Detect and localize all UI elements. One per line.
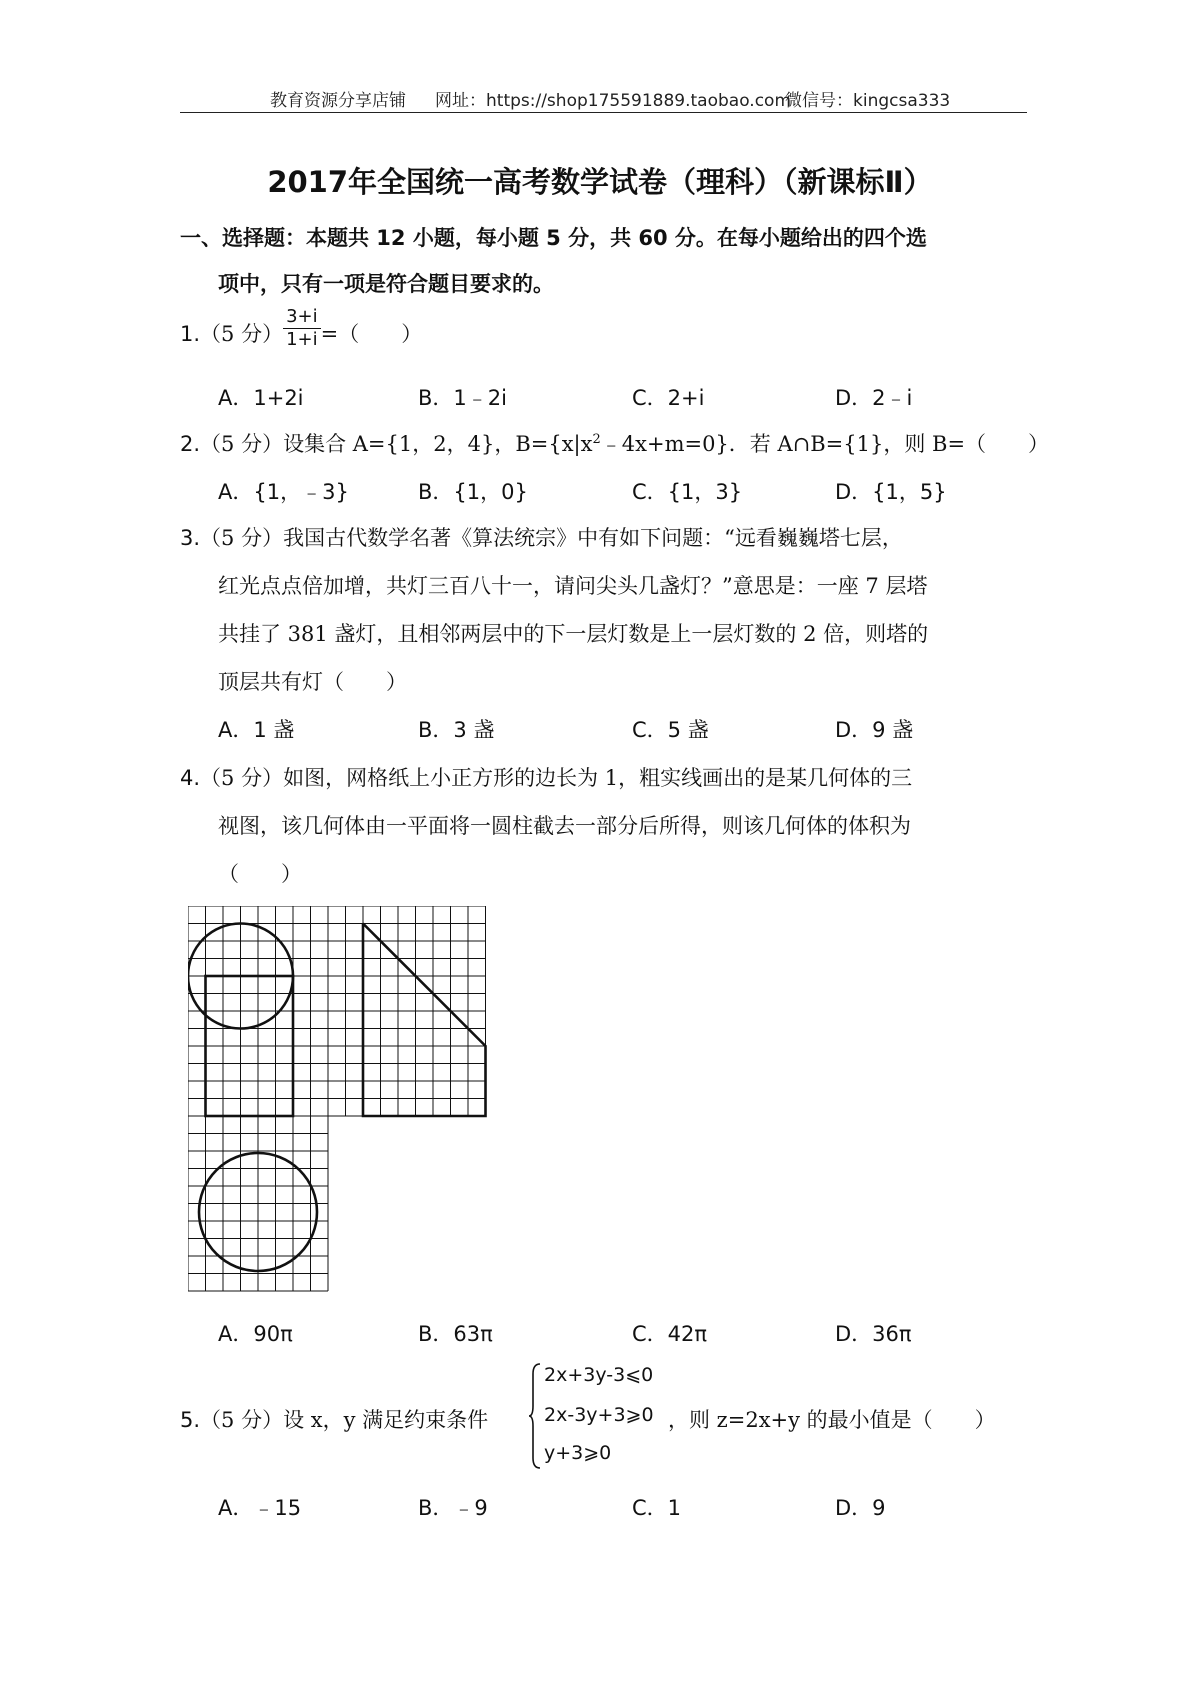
section-heading-line2: 项中，只有一项是符合题目要求的。 — [218, 272, 554, 296]
q1-option-b: B．1﹣2i — [418, 386, 507, 410]
question-number: 5. — [180, 1408, 201, 1432]
q2-option-a: A．{1，﹣3} — [218, 480, 349, 504]
grid-paper — [188, 906, 486, 1291]
q3-option-c: C．5 盏 — [632, 718, 709, 742]
question-5-suffix: ，则 z=2x+y 的最小值是（ ） — [668, 1408, 996, 1432]
q1-option-d: D．2﹣i — [835, 386, 913, 410]
fraction-numerator: 3+i — [283, 306, 321, 329]
question-4-line3: （ ） — [218, 862, 302, 886]
question-4-line1 — [180, 762, 912, 792]
q4-option-b: B．63π — [418, 1322, 493, 1346]
constraint-3: y+3⩾0 — [544, 1442, 612, 1464]
left-brace — [528, 1362, 542, 1470]
superscript: 2 — [592, 432, 601, 447]
question-3-line2: 红光点点倍加增，共灯三百八十一，请问尖头几盏灯？”意思是：一座 7 层塔 — [218, 574, 928, 598]
q4-option-c: C．42π — [632, 1322, 708, 1346]
question-text-b: ﹣4x+m=0}．若 A∩B={1}，则 B=（ ） — [600, 432, 1050, 456]
header-divider — [180, 112, 1027, 113]
q5-option-a: A．﹣15 — [218, 1496, 302, 1520]
constraint-1: 2x+3y-3⩽0 — [544, 1364, 654, 1386]
q5-option-c: C．1 — [632, 1496, 682, 1520]
question-score: （5 分） — [200, 322, 284, 346]
q4-option-d: D．36π — [835, 1322, 912, 1346]
question-5 — [180, 1404, 488, 1434]
constraint-2: 2x-3y+3⩾0 — [544, 1404, 654, 1426]
q5-option-d: D．9 — [835, 1496, 886, 1520]
fraction-denominator: 1+i — [286, 329, 318, 350]
question-prefix: （5 分）设 x，y 满足约束条件 — [200, 1408, 489, 1432]
section-heading-line1: 一、选择题：本题共 12 小题，每小题 5 分，共 60 分。在每小题给出的四个选 — [180, 226, 927, 250]
wechat-id: 微信号：kingcsa333 — [785, 91, 951, 111]
q5-option-b: B．﹣9 — [418, 1496, 488, 1520]
q2-option-c: C．{1，3} — [632, 480, 743, 504]
q1-option-a: A．1+2i — [218, 386, 304, 410]
q3-option-a: A．1 盏 — [218, 718, 295, 742]
question-number: 1. — [180, 322, 201, 346]
question-number: 3. — [180, 526, 201, 550]
shop-name: 教育资源分享店铺 — [270, 91, 406, 111]
q3-option-d: D．9 盏 — [835, 718, 914, 742]
q2-option-d: D．{1，5} — [835, 480, 947, 504]
q4-option-a: A．90π — [218, 1322, 293, 1346]
q1-option-c: C．2+i — [632, 386, 705, 410]
question-number: 4. — [180, 766, 201, 790]
q3-option-b: B．3 盏 — [418, 718, 495, 742]
question-1 — [180, 306, 423, 351]
question-4-line2: 视图，该几何体由一平面将一圆柱截去一部分后所得，则该几何体的体积为 — [218, 814, 911, 838]
question-suffix: =（ ） — [320, 322, 423, 346]
question-text-a: （5 分）设集合 A={1，2，4}，B={x|x — [200, 432, 593, 456]
fraction — [283, 306, 321, 351]
three-view-figure — [188, 906, 503, 1296]
q2-option-b: B．{1，0} — [418, 480, 528, 504]
shop-url: 网址：https://shop175591889.taobao.com — [435, 91, 792, 111]
constraint-system — [544, 1362, 674, 1470]
question-3-line4: 顶层共有灯（ ） — [218, 670, 407, 694]
question-2 — [180, 428, 1049, 458]
question-text: （5 分）我国古代数学名著《算法统宗》中有如下问题：“远看巍巍塔七层， — [200, 526, 903, 550]
page-title: 2017年全国统一高考数学试卷（理科）（新课标Ⅱ） — [267, 165, 933, 199]
side-view-outline — [363, 924, 486, 1117]
question-number: 2. — [180, 432, 201, 456]
question-text: （5 分）如图，网格纸上小正方形的边长为 1，粗实线画出的是某几何体的三 — [200, 766, 913, 790]
question-3-line1 — [180, 522, 903, 552]
question-3-line3: 共挂了 381 盏灯，且相邻两层中的下一层灯数是上一层灯数的 2 倍，则塔的 — [218, 622, 929, 646]
